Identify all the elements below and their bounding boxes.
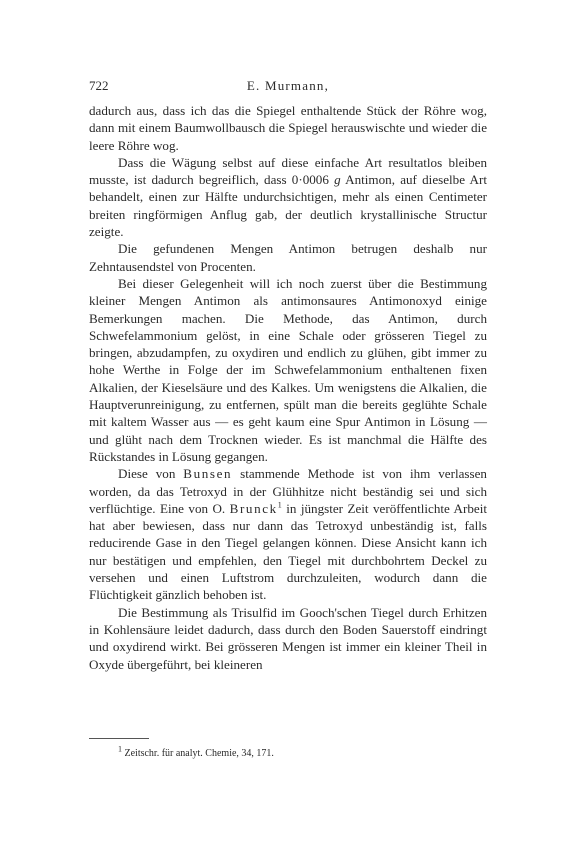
paragraph bbox=[89, 465, 487, 603]
footnote-mark: 1 bbox=[118, 744, 122, 754]
italic-text: g bbox=[334, 172, 341, 188]
paragraph bbox=[89, 102, 487, 154]
text-run: Die Bestimmung als Trisulfid im Gooch'schen Tiegel durch Erhitzen in Kohlensäure leidet dadurch, dass durch den Boden Sauerstoff eindringt und oxydirend wirkt. Bei grösseren Mengen ist immer ein kleiner Theil in Oxyde übergeführt, bei kleineren bbox=[89, 604, 487, 672]
paragraph bbox=[89, 240, 487, 275]
footnote-text: Zeitschr. für analyt. Chemie, 34, 171. bbox=[124, 748, 274, 759]
text-run: dadurch aus, dass ich das die Spiegel enthaltende Stück der Röhre wog, dann mit einem Baumwollbausch die Spiegel herauswischte und wieder die leere Röhre wog. bbox=[89, 103, 487, 153]
page-header bbox=[89, 78, 487, 94]
footnote bbox=[118, 744, 478, 760]
paragraph bbox=[89, 604, 487, 673]
text-run: in jüngster Zeit veröffentlichte Arbeit hat aber bewiesen, dass nur dann das Tetroxyd unbeständig ist, falls reducirende Gase in den Tiegel gelangen können. Diese Ansicht kann ich nur bestätigen und empfehlen, den Tiegel mit durchbohrtem Deckel zu versehen und einen Luftstrom durchzuleiten, wodurch dann die Flüchtigkeit gänzlich behoben ist. bbox=[89, 500, 487, 603]
text-run: Die gefundenen Mengen Antimon betrugen deshalb nur Zehntausendstel von Procenten. bbox=[89, 241, 487, 274]
text-run: Diese von bbox=[118, 466, 184, 482]
paragraph bbox=[89, 275, 487, 465]
footnote-ref: 1 bbox=[277, 500, 282, 510]
footnote-rule bbox=[89, 738, 149, 739]
page-number: 722 bbox=[89, 78, 109, 93]
spaced-name: Brunck bbox=[229, 500, 278, 516]
text-run: Antimon, auf dieselbe Art behandelt, einen zur Hälfte undurchsichtigen, mehr als einen Centimeter breiten ringförmigen Anflug gab, der deutlich krystallinische Structur zeigte. bbox=[89, 172, 487, 240]
spaced-name: Bunsen bbox=[183, 466, 233, 482]
text-run: Dass die Wägung selbst auf diese einfache Art resultatlos bleiben musste, ist dadurch begreiflich, dass 0·0006 bbox=[89, 154, 487, 188]
text-run: Bei dieser Gelegenheit will ich noch zuerst über die Bestimmung kleiner Mengen Antimon als antimonsaures Antimonoxyd einige Bemerkungen machen. Die Methode, das Antimon, durch Schwefelammonium gelöst, in eine Schale oder grösseren Tiegel zu bringen, abzudampfen, zu oxydiren und endlich zu glühen, gibt immer zu hohe Werthe in Folge der im Schwefelammonium enthaltenen fixen Alkalien, der Kieselsäure und des Kalkes. Um wenigstens die Alkalien, die Hauptverunreinigung, zu entfernen, spült man die bereits geglühte Schale mit kaltem Wasser aus — es geht kaum eine Spur Antimon in Lösung — und glüht nach dem Trocknen wieder. Es ist manchmal die Hälfte des Rückstandes in Lösung gegangen. bbox=[89, 275, 487, 464]
running-title: E. Murmann, bbox=[246, 78, 330, 93]
text-run: stammende Methode ist von ihm verlassen worden, da das Tetroxyd in der Glühhitze nicht beständig sei und sich verflüchtige. Eine von O. bbox=[89, 466, 487, 516]
body-text bbox=[89, 102, 487, 673]
paragraph bbox=[89, 154, 487, 240]
